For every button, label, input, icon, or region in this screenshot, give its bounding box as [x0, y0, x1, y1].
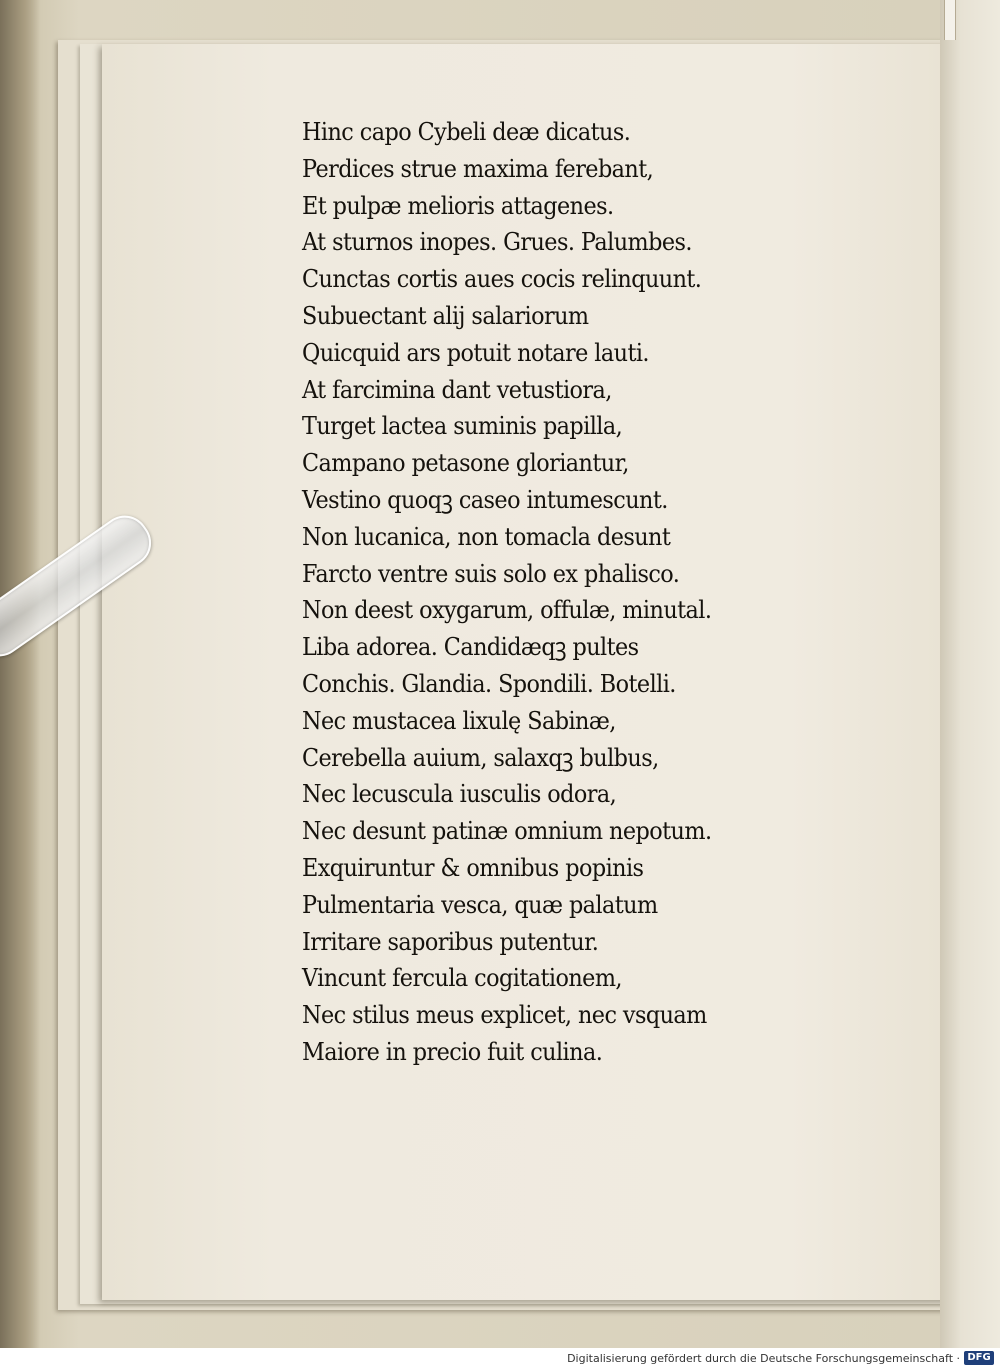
verse-line: Hinc capo Cybeli deæ dicatus.: [302, 118, 631, 146]
verse-line: Turget lactea suminis papilla,: [302, 412, 623, 441]
binding-strap: [944, 0, 956, 40]
poem-text: [302, 114, 822, 1071]
verse-line: Cerebella auium, salaxqꝫ bulbus,: [302, 743, 659, 772]
verse-line: At sturnos inopes. Grues. Palumbes.: [302, 228, 692, 257]
verse-line: Non lucanica, non tomacla desunt: [302, 522, 671, 551]
verse-line: Campano petasone gloriantur,: [302, 449, 629, 478]
verse-line: Perdices strue maxima ferebant,: [302, 154, 654, 183]
funding-credit: Digitalisierung gefördert durch die Deutsche Forschungsgemeinschaft ·: [567, 1352, 960, 1365]
verse-line: Subuectant alij salariorum: [302, 301, 589, 330]
verse-line: Pulmentaria vesca, quæ palatum: [302, 890, 658, 919]
verse-line: Nec desunt patinæ omnium nepotum.: [302, 817, 712, 846]
verse-line: Vincunt fercula cogitationem,: [302, 964, 622, 993]
verse-line: Maiore in precio fuit culina.: [302, 1037, 603, 1066]
verse-line: Conchis. Glandia. Spondili. Botelli.: [302, 669, 676, 698]
verse-line: Exquiruntur & omnibus popinis: [302, 853, 644, 882]
footer-bar: [0, 1348, 1000, 1370]
verse-line: Vestino quoqꝫ caseo intumescunt.: [302, 485, 668, 514]
verse-line: Cunctas cortis aues cocis relinquunt.: [302, 265, 702, 294]
binding-edge-shadow: [0, 0, 40, 1348]
verse-line: Irritare saporibus putentur.: [302, 927, 599, 956]
verse-line: At farcimina dant vetustiora,: [302, 375, 612, 404]
verse-line: Et pulpæ melioris attagenes.: [302, 191, 614, 220]
verse-line: Quicquid ars potuit notare lauti.: [302, 338, 649, 367]
verse-line: Nec stilus meus explicet, nec vsquam: [302, 1001, 707, 1030]
verse-line: Farcto ventre suis solo ex phalisco.: [302, 559, 680, 588]
verse-line: Non deest oxygarum, offulæ, minutal.: [302, 596, 712, 625]
verse-line: Nec lecusculа iusculis odora,: [302, 780, 617, 809]
verse-line: Nec mustacea lixulę Sabinæ,: [302, 706, 616, 735]
dfg-logo: DFG: [964, 1351, 994, 1365]
facing-page-edge: [940, 0, 1000, 1348]
verse-line: Liba adorea. Candidæqꝫ pultes: [302, 633, 639, 662]
